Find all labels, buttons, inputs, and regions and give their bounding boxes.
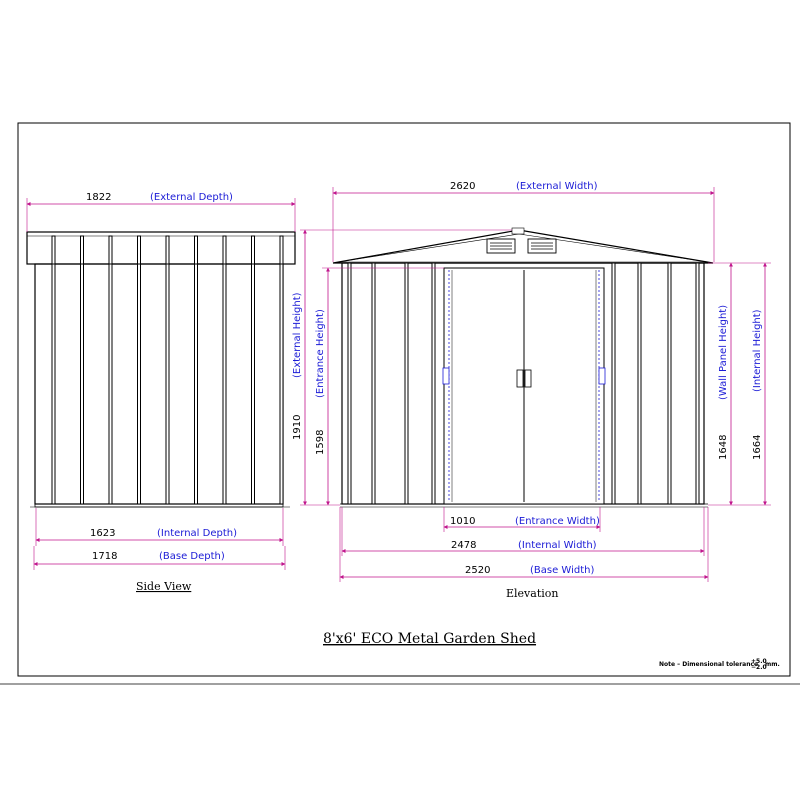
panel-rib — [432, 263, 435, 504]
panel-rib — [668, 263, 671, 504]
tolerance-plus: +5.0 — [751, 658, 767, 665]
internal-height-dimension — [737, 263, 771, 505]
external-width-dimension — [333, 181, 714, 262]
panel-rib — [166, 236, 169, 264]
tolerance-minus: −2.0 — [751, 664, 767, 671]
internal-height-value: 1664 — [752, 434, 763, 460]
side-external-depth-value: 1822 — [86, 192, 112, 203]
entrance-width-value: 1010 — [450, 516, 476, 527]
panel-rib — [138, 236, 141, 264]
elevation-view — [333, 228, 713, 507]
wall-panel-height-value: 1648 — [718, 434, 729, 460]
side-internal-depth-dimension — [36, 508, 283, 546]
internal-width-dimension — [342, 507, 704, 556]
side-view — [27, 232, 295, 507]
tolerance-unit: mm. — [765, 661, 780, 668]
base-width-value: 2520 — [465, 565, 491, 576]
right-vent — [528, 239, 556, 253]
right-door-handle — [525, 370, 531, 387]
panel-rib — [138, 264, 141, 504]
left-door-handle — [517, 370, 523, 387]
panel-rib — [696, 263, 699, 504]
roof-ridge-cap — [512, 228, 524, 234]
panel-rib — [223, 264, 226, 504]
panel-rib — [81, 264, 84, 504]
side-view-caption: Side View — [136, 580, 192, 593]
external-height-label: (External Height) — [292, 292, 303, 378]
side-base-depth-dimension — [34, 546, 285, 570]
side-base-depth-label: (Base Depth) — [159, 551, 225, 562]
panel-rib — [405, 263, 408, 504]
panel-rib — [52, 236, 55, 264]
panel-rib — [280, 236, 283, 264]
panel-rib — [109, 264, 112, 504]
tolerance-note-prefix: Note – Dimensional tolerance — [659, 661, 759, 668]
side-internal-depth-value: 1623 — [90, 528, 116, 539]
external-width-value: 2620 — [450, 181, 476, 192]
panel-rib — [166, 264, 169, 504]
panel-rib — [638, 263, 641, 504]
drawing-frame — [18, 123, 790, 676]
panel-rib — [109, 236, 112, 264]
side-base-depth-value: 1718 — [92, 551, 118, 562]
side-ribs — [52, 264, 283, 504]
side-body — [35, 264, 283, 504]
elevation-roof — [333, 230, 713, 263]
left-hinge — [443, 368, 449, 384]
side-external-depth-label: (External Depth) — [150, 192, 233, 203]
side-external-depth-dimension — [27, 192, 295, 232]
base-width-label: (Base Width) — [530, 565, 595, 576]
panel-rib — [81, 236, 84, 264]
tolerance-note — [659, 658, 780, 671]
panel-rib — [195, 264, 198, 504]
entrance-height-value: 1598 — [315, 429, 326, 455]
internal-height-label: (Internal Height) — [752, 309, 763, 392]
panel-rib — [372, 263, 375, 504]
external-height-value: 1910 — [292, 414, 303, 440]
panel-rib — [280, 264, 283, 504]
entrance-width-label: (Entrance Width) — [515, 516, 600, 527]
panel-rib — [612, 263, 615, 504]
elevation-caption: Elevation — [506, 587, 559, 600]
panel-rib — [52, 264, 55, 504]
entrance-height-dimension — [315, 268, 444, 505]
panel-rib — [252, 236, 255, 264]
wall-panel-height-label: (Wall Panel Height) — [718, 304, 729, 400]
side-internal-depth-label: (Internal Depth) — [157, 528, 237, 539]
entrance-width-dimension — [444, 507, 600, 532]
panel-rib — [348, 263, 351, 504]
right-hinge — [599, 368, 605, 384]
drawing-title: 8'x6' ECO Metal Garden Shed — [323, 631, 537, 647]
left-vent — [487, 239, 515, 253]
internal-width-value: 2478 — [451, 540, 477, 551]
external-width-label: (External Width) — [516, 181, 598, 192]
side-roof-ribs — [52, 236, 283, 264]
internal-width-label: (Internal Width) — [518, 540, 597, 551]
panel-rib — [223, 236, 226, 264]
wall-panel-height-dimension — [708, 263, 737, 505]
panel-rib — [252, 264, 255, 504]
entrance-height-label: (Entrance Height) — [315, 309, 326, 398]
panel-rib — [195, 236, 198, 264]
